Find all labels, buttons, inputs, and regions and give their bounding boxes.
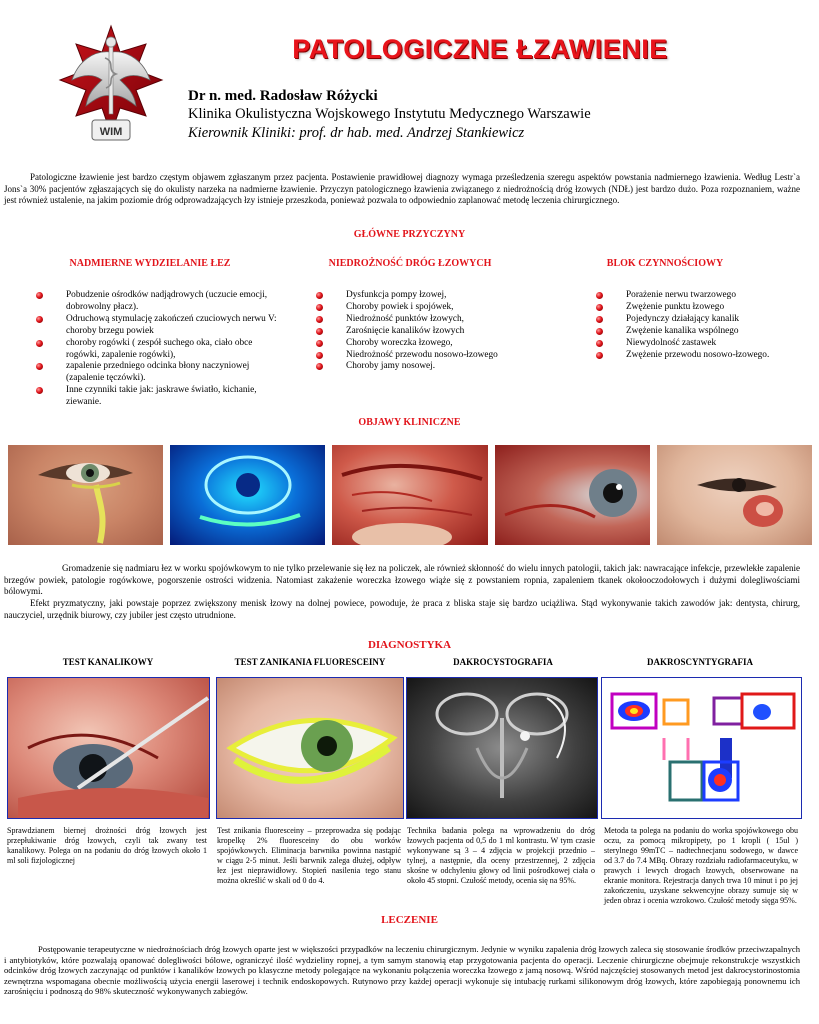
list-item: Zwężenie przewodu nosowo-łzowego. — [596, 350, 786, 362]
bullet-icon — [596, 352, 603, 359]
bullet-icon — [36, 387, 43, 394]
list-item: Zarośnięcie kanalików łzowych — [316, 326, 546, 338]
causes-title: GŁÓWNE PRZYCZYNY — [353, 229, 466, 240]
symptom-photo-tearing — [8, 445, 163, 545]
symptom-photo-fluorescein — [170, 445, 325, 545]
list-item: Niewydolność zastawek — [596, 338, 786, 350]
bullet-icon — [596, 316, 603, 323]
xray-skull-icon — [407, 678, 597, 818]
causes-col2-list — [316, 290, 546, 373]
list-item: Niedrożność punktów łzowych, — [316, 314, 546, 326]
svg-text:WIM: WIM — [99, 126, 123, 138]
inflamed-eye-icon — [495, 445, 650, 545]
eye-photo-icon — [8, 445, 163, 545]
bullet-icon — [36, 292, 43, 299]
bullet-icon — [596, 328, 603, 335]
list-item: Choroby powiek i spojówek, — [316, 302, 546, 314]
list-item: Dysfunkcja pompy łzowej, — [316, 290, 546, 302]
diag-image-fluorescein-test — [216, 677, 404, 819]
diag-heading-4: DAKROSCYNTYGRAFIA — [646, 657, 753, 667]
causes-col3-heading: BLOK CZYNNOŚCIOWY — [606, 258, 724, 269]
page-title: PATOLOGICZNE ŁZAWIENIE — [292, 34, 668, 64]
bullet-icon — [596, 340, 603, 347]
diag-caption-3: Technika badania polega na wprowadzeniu do dróg łzowych pacjenta od 0,5 do 1 ml kontrastu. W tym czasie wykonywane są 3 – 4 zdjęcia w projekcji przednio – tylnej, a następnie, dla oceny przestrzennej, 2 zdjęcia skośne w odchyleniu głowy od linii pośrodkowej ciała o około 45 stopni. Czułość metody, ocenia się na 95%. — [407, 826, 595, 885]
fluorescein-eye-icon — [170, 445, 325, 545]
wim-logo — [58, 22, 164, 154]
clinic-name: Klinika Okulistyczna Wojskowego Instytutu Medycznego Warszawie — [188, 106, 591, 122]
causes-col1-heading: NADMIERNE WYDZIELANIE ŁEZ — [69, 258, 231, 269]
list-item: zapalenie przedniego odcinka błony naczyniowej (zapalenie tęczówki). — [36, 361, 286, 385]
diagnostics-title: DIAGNOSTYKA — [367, 639, 452, 651]
bullet-icon — [36, 363, 43, 370]
bullet-icon — [596, 304, 603, 311]
bullet-icon — [316, 304, 323, 311]
treatment-paragraph: Postępowanie terapeutyczne w niedrożnościach dróg łzowych oparte jest w większości przypadków na leczeniu chirurgicznym. Jedynie w wyniku zapalenia dróg łzowych zaleca się stosowanie środków przeciwzapalnych i antybiotyków, które pozwalają opanować dolegliwości bólowe, ograniczyć ilość wydzieliny ropnej, a tym samym stanowią etap przygotowania pacjenta do operacji. Leczenie chirurgiczne obejmuje rekonstrukcje wszystkich odcinków dróg łzowych zaczynając od punktów i kanalików łzowych po klasyczne metody polegające na wykonaniu połączenia woreczka łzowego z jamą nosową. Wśród najczęściej stosowanych metod jest dakrocystorinostomia zewnętrzna wspomagana obecnie możliwością użycia energii laserowej i technik endoskopowych. Rutynowo przy każdej operacji wykonuje się intubację rurkami silikonowym dróg łzowych, które zapobiegają ponownemu ich zarośnięciu i podnoszą do 98% skuteczność wykonywanych zabiegów. — [4, 944, 800, 997]
list-item: choroby rogówki ( zespół suchego oka, ciało obce rogówki, zapalenie rogówki), — [36, 338, 286, 362]
causes-col3-list — [596, 290, 786, 361]
list-item: Zwężenie kanalika wspólnego — [596, 326, 786, 338]
intro-paragraph: Patologiczne łzawienie jest bardzo częstym objawem zgłaszanym przez pacjenta. Postawienie prawidłowej diagnozy wymaga prześledzenia szeregu aspektów powstania nadmiernego łzawienia. Według Lestr`a Jons`a 30% pacjentów zgłaszających się do okulisty narzeka na nadmierne łzawienie. Przyczyn patologicznego łzawienia związanego z niedrożnością dróg łzowych (NDŁ) jest bardzo dużo. Poza rozpoznaniem, ważne jest również ustalenie, na jakim poziomie dróg odprowadzających łzy istnieje przeszkoda, ponieważ pozwala to odpowiednio zaplanować metodę leczenia chirurgicznego. — [4, 172, 800, 206]
symptoms-title: OBJAWY KLINICZNE — [358, 417, 461, 428]
bullet-icon — [316, 316, 323, 323]
bullet-icon — [316, 363, 323, 370]
diag-heading-2: TEST ZANIKANIA FLUORESCEINY — [234, 657, 386, 667]
diag-image-dacryoscintigraphy — [601, 677, 802, 819]
treatment-title: LECZENIE — [381, 914, 438, 926]
eagle-cross-icon — [58, 22, 164, 154]
diag-heading-3: DAKROCYSTOGRAFIA — [453, 657, 553, 667]
yellow-eye-icon — [217, 678, 403, 818]
red-eye-icon — [332, 445, 488, 545]
symptoms-paragraph-1: Gromadzenie się nadmiaru łez w worku spojówkowym to nie tylko przelewanie się łez na policzek, ale również skłonność do wielu innych patologii, takich jak: nawracające infekcje, przewlekłe zapalenie brzegów powiek, patologie rogówkowe, pogorszenie ostrości widzenia. Natomiast zakażenie woreczka łzowego wiąże się z powstaniem ropnia, zapaleniem tkanek okołooczodołowych i dużymi dolegliwościami bólowymi. — [4, 563, 800, 597]
list-item: Inne czynniki takie jak: jaskrawe światło, kichanie, ziewanie. — [36, 385, 286, 409]
diag-image-dacryocystography — [406, 677, 598, 819]
bullet-icon — [316, 292, 323, 299]
list-item: Pojedynczy działający kanalik — [596, 314, 786, 326]
list-item: Zwężenie punktu łzowego — [596, 302, 786, 314]
bullet-icon — [36, 316, 43, 323]
cannula-eye-icon — [8, 678, 209, 818]
bullet-icon — [316, 340, 323, 347]
diag-image-canalicular-test — [7, 677, 210, 819]
list-item: Odruchową stymulację zakończeń czuciowych nerwu V: choroby brzegu powiek — [36, 314, 286, 338]
symptom-photo-lid-inflammation — [495, 445, 650, 545]
list-item: Choroby jamy nosowej. — [316, 361, 546, 373]
swollen-eye-icon — [657, 445, 812, 545]
bullet-icon — [316, 328, 323, 335]
bullet-icon — [596, 292, 603, 299]
diag-caption-1: Sprawdzianem biernej drożności dróg łzowych jest przepłukiwanie dróg łzowych, czyli tak zwany test kanalikowy. Polega on na podaniu do dróg łzowych około 1 ml soli fizjologicznej — [7, 826, 207, 865]
clinic-head: Kierownik Kliniki: prof. dr hab. med. Andrzej Stankiewicz — [188, 125, 525, 141]
diag-caption-2: Test znikania fluoresceiny – przeprowadza się podając kropelkę 2% fluoresceiny do obu worków spojówkowych. Eliminacja barwnika powinna nastąpić w ciągu 2-5 minut. Jeśli barwnik zalega dłużej, odpływ łez jest nieprawidłowy. Stopień nasilenia tego stanu można określić w skali od 0 do 4. — [217, 826, 401, 885]
author-name: Dr n. med. Radosław Różycki — [188, 88, 378, 104]
scintigraphy-icon — [602, 678, 801, 818]
list-item: Niedrożność przewodu nosowo-łzowego — [316, 350, 546, 362]
symptom-photo-conjunctivitis — [332, 445, 488, 545]
symptom-photo-dacryocystitis — [657, 445, 812, 545]
causes-col2-heading: NIEDROŻNOŚĆ DRÓG ŁZOWYCH — [328, 258, 492, 269]
diag-caption-4: Metoda ta polega na podaniu do worka spojówkowego obu oczu, za pomocą mikropipety, po 1 kropli ( 15ul ) sterylnego 99mTC – nadtechnecjanu sodowego, w dawce od 3.7 do 7.4 MBq. Obrazy rozdziału radiofarmaceutyku, w prawych i lewych drogach łzowych, obserwowane na ekranie monitora. Rejestracja danych trwa 10 minut i po jej zakończeniu, uzyskane sekwencyjne obrazy sumuje się w jeden obraz i ocenia wzrokowo. Czułość metody sięga 95%. — [604, 826, 798, 905]
list-item: Choroby woreczka łzowego, — [316, 338, 546, 350]
bullet-icon — [316, 352, 323, 359]
causes-col1-list — [36, 290, 286, 409]
list-item: Pobudzenie ośrodków nadjądrowych (uczucie emocji, dobrowolny płacz). — [36, 290, 286, 314]
diag-heading-1: TEST KANALIKOWY — [62, 657, 154, 667]
list-item: Porażenie nerwu twarzowego — [596, 290, 786, 302]
symptoms-paragraph-2: Efekt pryzmatyczny, jaki powstaje poprzez zwiększony menisk łzowy na dolnej powiece, powoduje, że praca z bliska staje się bardzo uciążliwa. Stąd wykonywanie takich zawodów jak: dentysta, chirurg, nauczyciel, urzędnik biurowy, czy jubiler jest często utrudnione. — [4, 598, 800, 620]
bullet-icon — [36, 340, 43, 347]
